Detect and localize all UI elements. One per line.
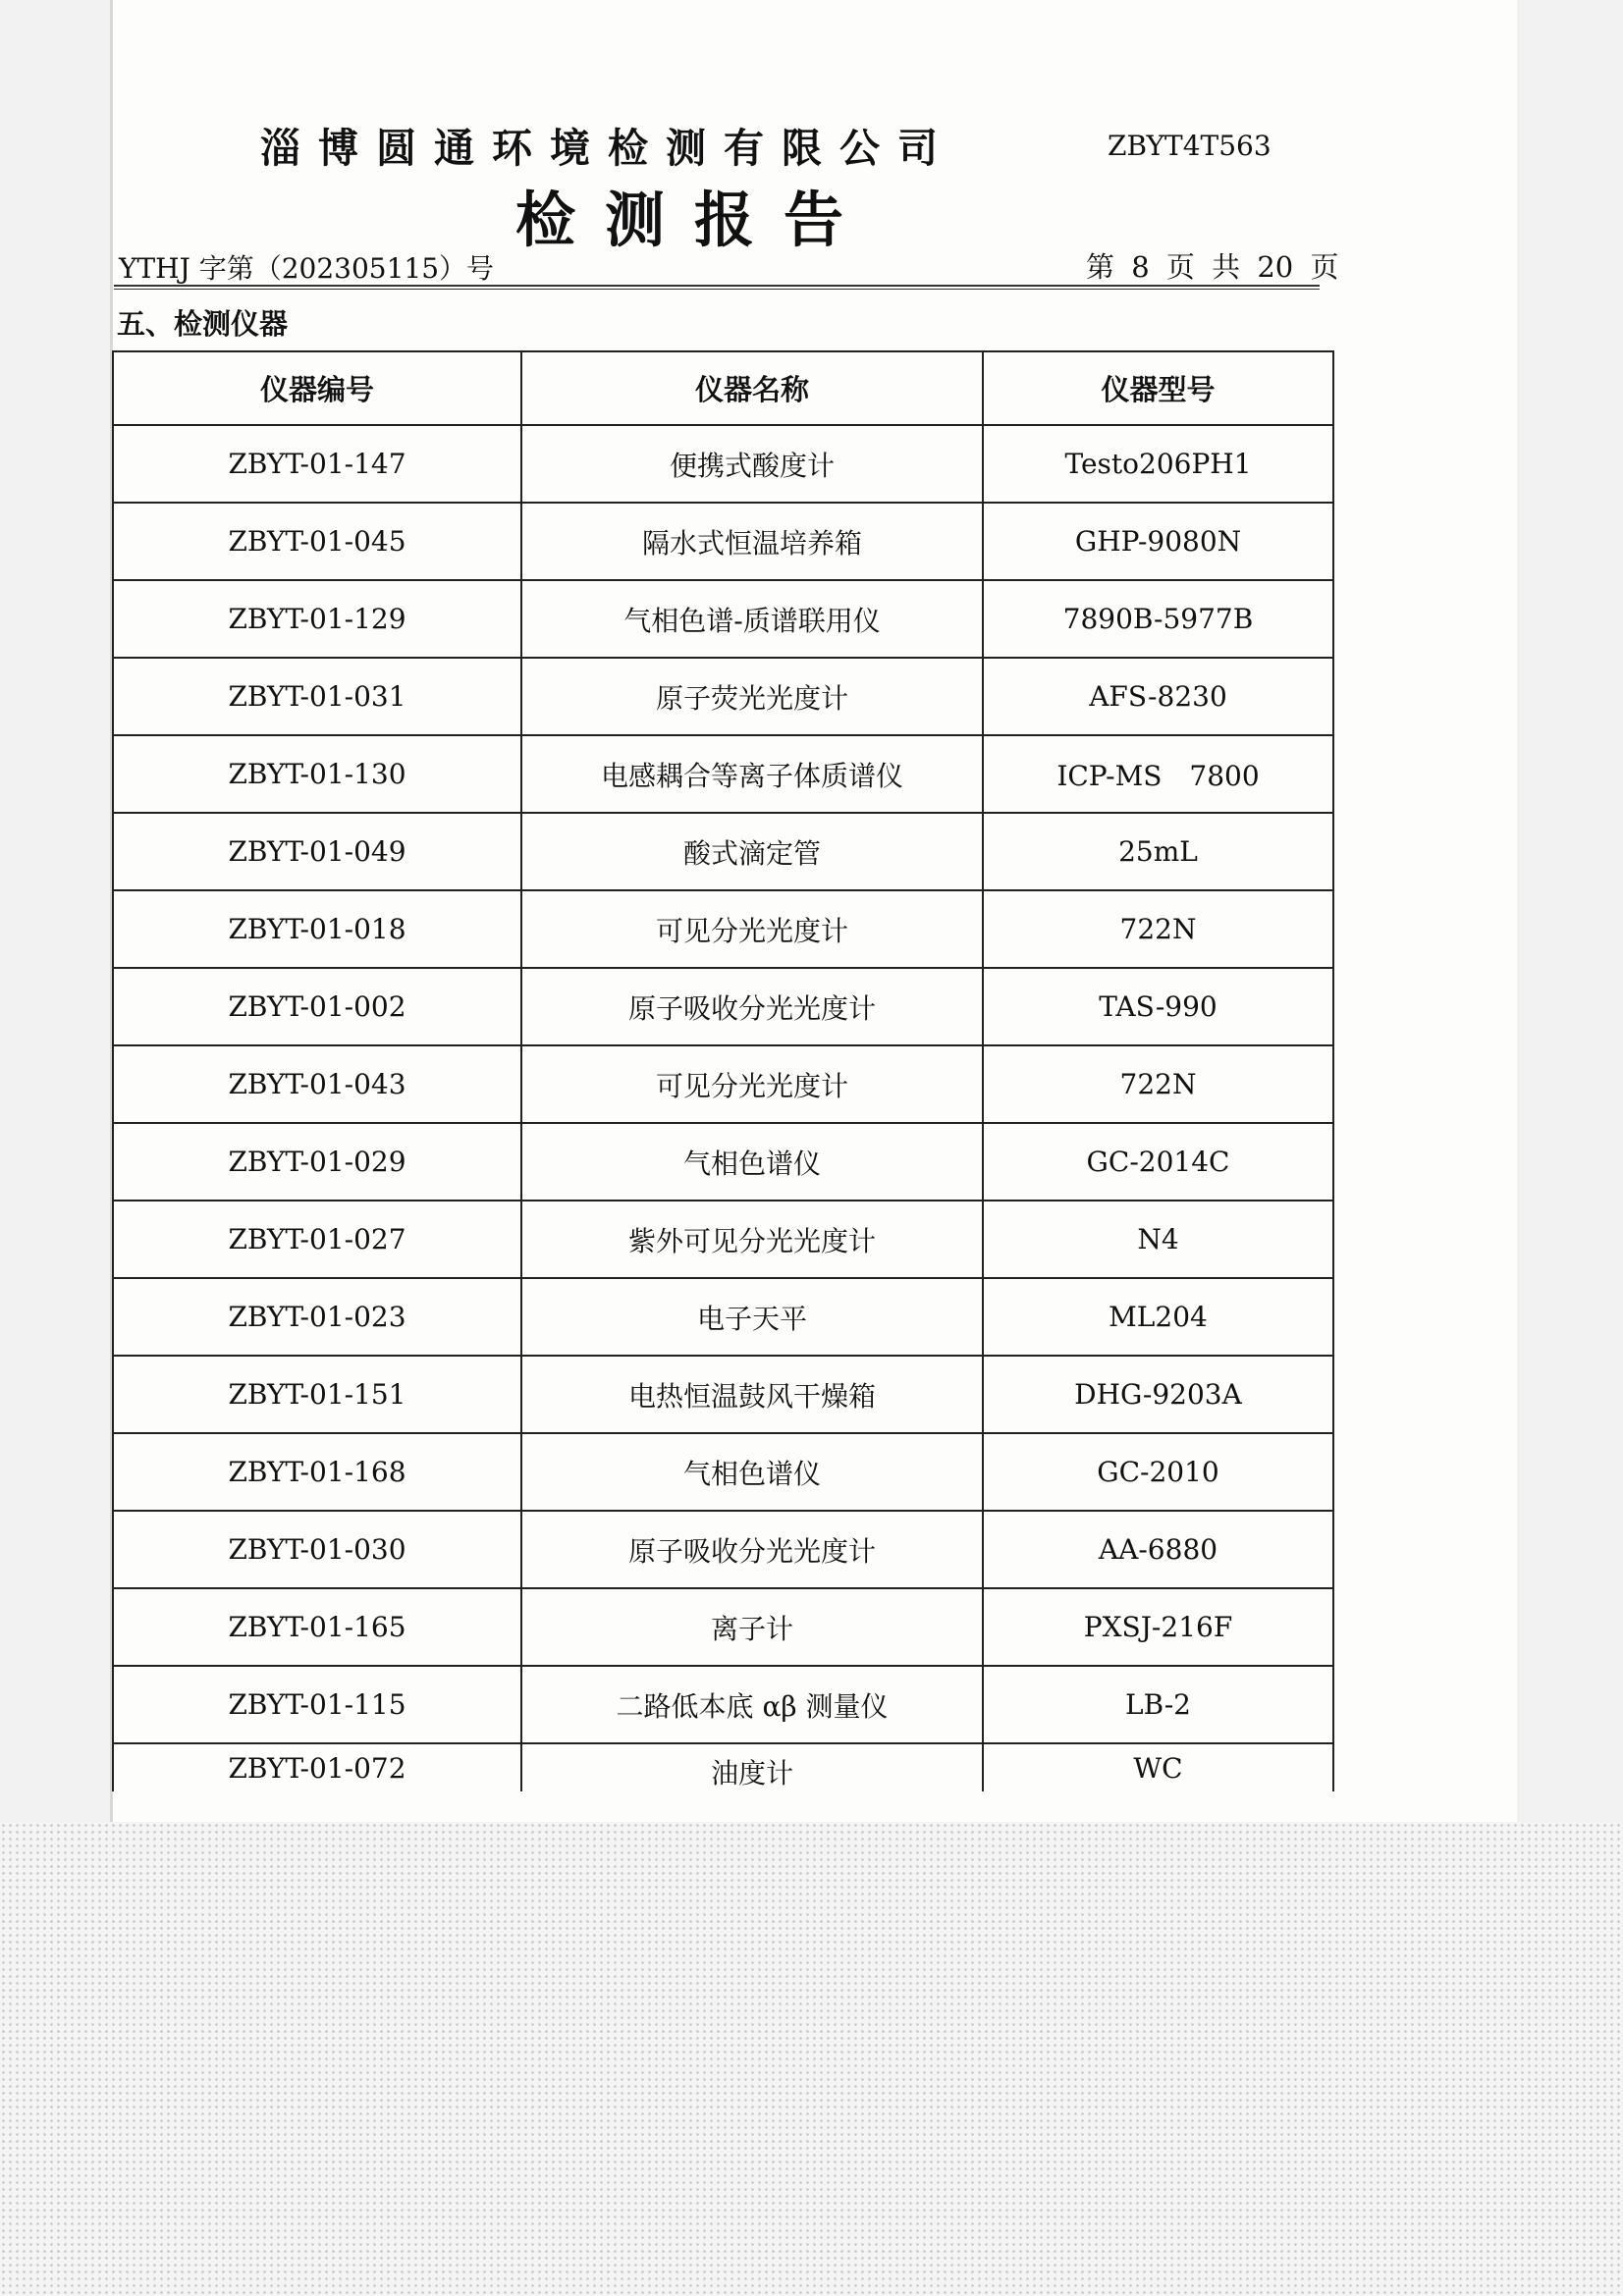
header-instrument-model: 仪器型号 bbox=[983, 351, 1333, 425]
report-code: ZBYT4T563 bbox=[1108, 130, 1271, 162]
instrument-name-cell: 离子计 bbox=[521, 1588, 983, 1666]
table-row bbox=[113, 658, 1333, 735]
instrument-model-cell: 722N bbox=[983, 1045, 1333, 1123]
table-header-row bbox=[113, 351, 1333, 425]
instrument-name-cell: 可见分光光度计 bbox=[521, 890, 983, 968]
instrument-model-cell: 7890B-5977B bbox=[983, 580, 1333, 658]
instrument-name-cell: 气相色谱仪 bbox=[521, 1123, 983, 1201]
table-row bbox=[113, 735, 1333, 813]
instrument-name-cell: 原子荧光光度计 bbox=[521, 658, 983, 735]
table-row bbox=[113, 1201, 1333, 1278]
table-row bbox=[113, 503, 1333, 580]
header-instrument-id: 仪器编号 bbox=[113, 351, 521, 425]
scan-background bbox=[0, 1822, 1623, 2296]
table-row bbox=[113, 1666, 1333, 1743]
instrument-id-cell: ZBYT-01-018 bbox=[113, 890, 521, 968]
table-row bbox=[113, 1433, 1333, 1511]
instrument-id-cell: ZBYT-01-115 bbox=[113, 1666, 521, 1743]
instrument-model-cell: ICP-MS 7800 bbox=[983, 735, 1333, 813]
instrument-model-cell: Testo206PH1 bbox=[983, 425, 1333, 503]
instrument-name-cell: 油度计 bbox=[521, 1743, 983, 1791]
table-row bbox=[113, 813, 1333, 890]
instrument-name-cell: 原子吸收分光光度计 bbox=[521, 968, 983, 1045]
instrument-id-cell: ZBYT-01-130 bbox=[113, 735, 521, 813]
instrument-model-cell: GC-2010 bbox=[983, 1433, 1333, 1511]
instrument-id-cell: ZBYT-01-002 bbox=[113, 968, 521, 1045]
instrument-id-cell: ZBYT-01-129 bbox=[113, 580, 521, 658]
table-row bbox=[113, 968, 1333, 1045]
instrument-model-cell: 25mL bbox=[983, 813, 1333, 890]
instrument-id-cell: ZBYT-01-168 bbox=[113, 1433, 521, 1511]
instrument-name-cell: 原子吸收分光光度计 bbox=[521, 1511, 983, 1588]
instrument-name-cell: 电热恒温鼓风干燥箱 bbox=[521, 1356, 983, 1433]
instrument-name-cell: 紫外可见分光光度计 bbox=[521, 1201, 983, 1278]
table-row bbox=[113, 1588, 1333, 1666]
instrument-model-cell: 722N bbox=[983, 890, 1333, 968]
instrument-model-cell: GHP-9080N bbox=[983, 503, 1333, 580]
instrument-model-cell: N4 bbox=[983, 1201, 1333, 1278]
instrument-id-cell: ZBYT-01-147 bbox=[113, 425, 521, 503]
table-body bbox=[113, 425, 1333, 1791]
instrument-name-cell: 可见分光光度计 bbox=[521, 1045, 983, 1123]
page-number: 第 8 页 共 20 页 bbox=[1086, 250, 1339, 284]
instrument-id-cell: ZBYT-01-043 bbox=[113, 1045, 521, 1123]
instrument-model-cell: AA-6880 bbox=[983, 1511, 1333, 1588]
instrument-model-cell: AFS-8230 bbox=[983, 658, 1333, 735]
table-row bbox=[113, 1123, 1333, 1201]
instrument-id-cell: ZBYT-01-029 bbox=[113, 1123, 521, 1201]
table-row bbox=[113, 580, 1333, 658]
table-row bbox=[113, 890, 1333, 968]
table-row bbox=[113, 1743, 1333, 1791]
table-row bbox=[113, 1278, 1333, 1356]
report-number: YTHJ 字第（202305115）号 bbox=[119, 252, 495, 285]
report-title: 检测报告 bbox=[515, 186, 874, 255]
instrument-model-cell: ML204 bbox=[983, 1278, 1333, 1356]
instrument-model-cell: DHG-9203A bbox=[983, 1356, 1333, 1433]
header-instrument-name: 仪器名称 bbox=[521, 351, 983, 425]
instrument-id-cell: ZBYT-01-045 bbox=[113, 503, 521, 580]
table-row bbox=[113, 1356, 1333, 1433]
instrument-name-cell: 二路低本底 αβ 测量仪 bbox=[521, 1666, 983, 1743]
instrument-id-cell: ZBYT-01-049 bbox=[113, 813, 521, 890]
instrument-model-cell: WC bbox=[983, 1743, 1333, 1791]
instrument-model-cell: LB-2 bbox=[983, 1666, 1333, 1743]
instrument-id-cell: ZBYT-01-023 bbox=[113, 1278, 521, 1356]
instrument-model-cell: GC-2014C bbox=[983, 1123, 1333, 1201]
table-row bbox=[113, 1511, 1333, 1588]
instrument-id-cell: ZBYT-01-151 bbox=[113, 1356, 521, 1433]
instrument-name-cell: 气相色谱仪 bbox=[521, 1433, 983, 1511]
instrument-model-cell: PXSJ-216F bbox=[983, 1588, 1333, 1666]
instrument-id-cell: ZBYT-01-031 bbox=[113, 658, 521, 735]
instrument-id-cell: ZBYT-01-072 bbox=[113, 1743, 521, 1791]
table-row bbox=[113, 425, 1333, 503]
header-divider bbox=[114, 285, 1320, 290]
instrument-name-cell: 气相色谱-质谱联用仪 bbox=[521, 580, 983, 658]
section-title: 五、检测仪器 bbox=[117, 307, 289, 341]
instrument-id-cell: ZBYT-01-030 bbox=[113, 1511, 521, 1588]
instrument-id-cell: ZBYT-01-027 bbox=[113, 1201, 521, 1278]
instrument-name-cell: 电感耦合等离子体质谱仪 bbox=[521, 735, 983, 813]
instrument-name-cell: 电子天平 bbox=[521, 1278, 983, 1356]
instrument-name-cell: 隔水式恒温培养箱 bbox=[521, 503, 983, 580]
instrument-model-cell: TAS-990 bbox=[983, 968, 1333, 1045]
table-row bbox=[113, 1045, 1333, 1123]
instrument-name-cell: 酸式滴定管 bbox=[521, 813, 983, 890]
instrument-id-cell: ZBYT-01-165 bbox=[113, 1588, 521, 1666]
instrument-name-cell: 便携式酸度计 bbox=[521, 425, 983, 503]
instrument-table bbox=[112, 350, 1334, 1791]
company-name: 淄博圆通环境检测有限公司 bbox=[260, 125, 955, 172]
